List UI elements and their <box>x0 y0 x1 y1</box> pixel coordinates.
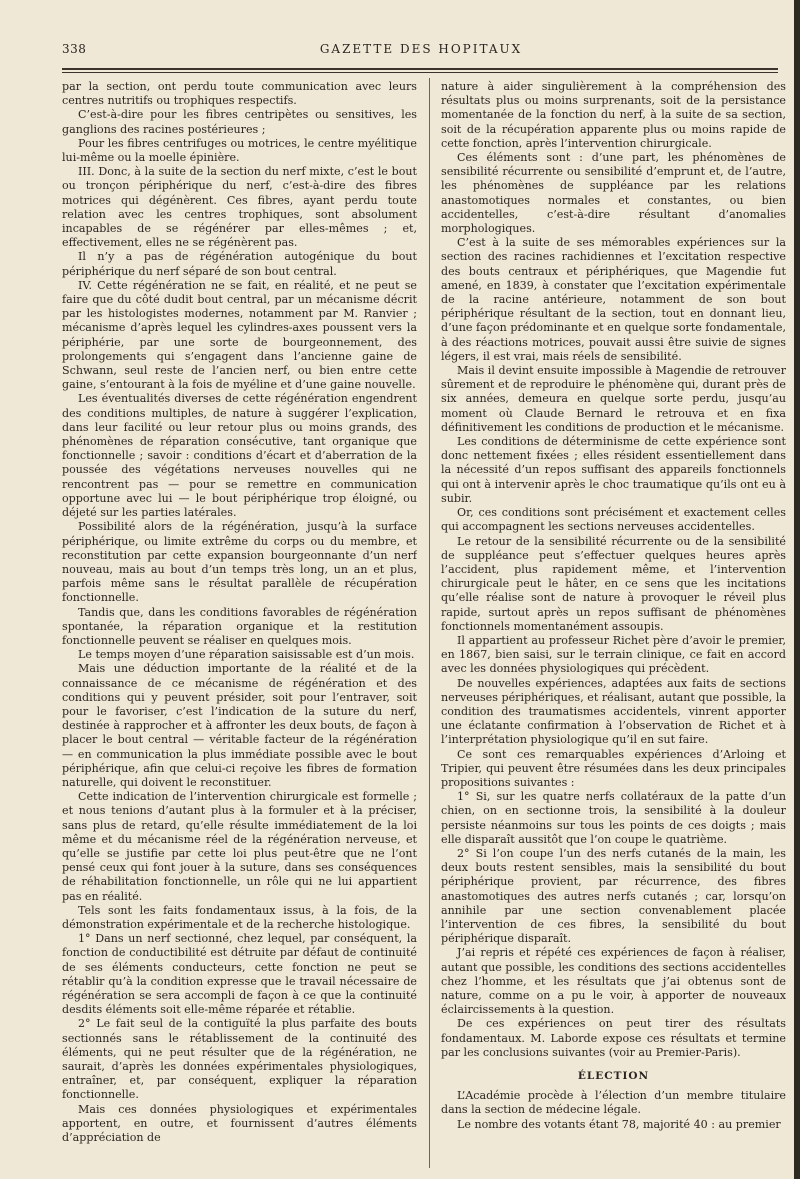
paragraph: Ce sont ces remarquables expériences d’Arloing et Tripier, qui peuvent être résumées dans les deux principales propositions suivantes : <box>441 747 786 789</box>
paragraph: Il n’y a pas de régénération autogénique du bout périphérique du nerf séparé de son bout central. <box>62 250 417 278</box>
paragraph: Tels sont les faits fondamentaux issus, à la fois, de la démonstration expérimentale et de la recherche histologique. <box>62 903 417 931</box>
paragraph: nature à aider singulièrement à la compréhension des résultats plus ou moins surprenants, soit de la persistance momentanée de la fonction du nerf, à la suite de sa section, soit de la récupération apparente plus ou moins rapide de cette fonction, après l’intervention chirurgicale. <box>441 80 786 150</box>
section-heading-election: ÉLECTION <box>577 1070 650 1083</box>
paragraph: Ces éléments sont : d’une part, les phénomènes de sensibilité récurrente ou sensibilité d’emprunt et, de l’autre, les phénomènes de suppléance par les relations anastomotiques normales et constantes, ou bien accidentelles, c’est-à-dire résultant d’anomalies morphologiques. <box>441 151 786 236</box>
page-edge <box>794 0 800 1179</box>
paragraph: Mais ces données physiologiques et expérimentales apportent, en outre, et fournissent d’autres éléments d’appréciation de <box>62 1102 417 1145</box>
paragraph: Le temps moyen d’une réparation saisissable est d’un mois. <box>78 648 415 662</box>
page-header <box>62 40 780 60</box>
paragraph: Pour les fibres centrifuges ou motrices, le centre myélitique lui-même ou la moelle épinière. <box>62 136 417 165</box>
header-rule-thin <box>62 72 778 73</box>
paragraph: Mais une déduction importante de la réalité et de la connaissance de ce mécanisme de régénération et des conditions qui y peuvent présider, soit pour l’entraver, soit pour le favoriser, c’est l’indication de la suture du nerf, destinée à rapprocher et à affronter les deux bouts, de façon à placer le bout central — véritable facteur de la régénération — en communication la plus immédiate possible avec le bout périphérique, afin que celui-ci reçoive les fibres de formation naturelle, qui doivent le reconstituer. <box>62 662 417 789</box>
paragraph: Le retour de la sensibilité récurrente ou de la sensibilité de suppléance peut s’effectuer quelques heures après l’accident, plus rapidement même, et l’intervention chirurgicale peut le hâter, en ce sens que les incitations qu’elle réalise sont de nature à provoquer le réveil plus rapide, surtout après un repos suffisant de phénomènes fonctionnels momentanément assoupis. <box>441 534 786 633</box>
paragraph: De ces expériences on peut tirer des résultats fondamentaux. M. Laborde expose ces résultats et termine par les conclusions suivantes (voir au Premier-Paris). <box>441 1017 786 1059</box>
paragraph: par la section, ont perdu toute communication avec leurs centres nutritifs ou trophiques respectifs. <box>62 80 417 108</box>
paragraph: L’Académie procède à l’élection d’un membre titulaire dans la section de médecine légale. <box>441 1089 786 1117</box>
paragraph: Or, ces conditions sont précisément et exactement celles qui accompagnent les sections nerveuses accidentelles. <box>441 506 786 534</box>
paragraph: De nouvelles expériences, adaptées aux faits de sections nerveuses périphériques, et réalisant, autant que possible, la condition des traumatismes accidentels, vinrent apporter une éclatante confirmation à l’observation de Richet et à l’interprétation physiologique qu’il en sut faire. <box>441 676 786 747</box>
paragraph: Le nombre des votants étant 78, majorité 40 : au premier <box>457 1117 781 1131</box>
paragraph: Tandis que, dans les conditions favorables de régénération spontanée, la réparation organique et la restitution fonctionnelle peuvent se réaliser en quelques mois. <box>62 605 417 647</box>
page-number: 338 <box>62 42 87 56</box>
paragraph: Il appartient au professeur Richet père d’avoir le premier, en 1867, bien saisi, sur le terrain clinique, ce fait en accord avec les données physiologiques qui précèdent. <box>441 633 786 676</box>
paragraph: Cette indication de l’intervention chirurgicale est formelle ; et nous tenions d’autant plus à la formuler et à la préciser, sans plus de retard, qu’elle résulte immédiatement de la loi même et du mécanisme réel de la régénération nerveuse, et qu’elle se justifie par cette loi plus peut-être que ne l’ont pensé ceux qui font jouer à la suture, dans ses conséquences de réhabilitation fonctionnelle, un rôle qui ne lui appartient pas en réalité. <box>62 790 417 903</box>
left-column <box>62 80 417 1165</box>
paragraph: 2° Si l’on coupe l’un des nerfs cutanés de la main, les deux bouts restent sensibles, mais la sensibilité du bout périphérique provient, par récurrence, des fibres anastomotiques des autres nerfs cutanés ; car, lorsqu’on annihile par une section convenablement placée l’intervention de ces fibres, la sensibilité du bout périphérique disparaît. <box>441 846 786 946</box>
right-column <box>441 80 786 1165</box>
paragraph: C’est à la suite de ses mémorables expériences sur la section des racines rachidiennes et l’excitation respective des bouts centraux et périphériques, que Magendie fut amené, en 1839, à constater que l’excitation expérimentale de la racine antérieure, notamment de son bout périphérique résultant de la section, tout en donnant lieu, d’une façon prédominante et en quelque sorte fondamentale, à des réactions motrices, pouvait aussi être suivie de signes légers, il est vrai, mais réels de sensibilité. <box>441 236 786 363</box>
paragraph: J’ai repris et répété ces expériences de façon à réaliser, autant que possible, les conditions des sections accidentelles chez l’homme, et les résultats que j’ai obtenus sont de nature, comme on a pu le voir, à apporter de nouveaux éclaircissements à la question. <box>441 946 786 1017</box>
paragraph: C’est-à-dire pour les fibres centripètes ou sensitives, les ganglions des racines postérieures ; <box>62 108 417 136</box>
paragraph: Les conditions de déterminisme de cette expérience sont donc nettement fixées ; elles résident essentiellement dans la nécessité d’un repos suffisant des appareils fonctionnels qui ont à intervenir après le choc traumatique qu’ils ont eu à subir. <box>441 435 786 505</box>
header-rule-thick <box>62 68 778 70</box>
paragraph: Les éventualités diverses de cette régénération engendrent des conditions multiples, de nature à suggérer l’explication, dans leur facilité ou leur retour plus ou moins grands, des phénomènes de réparation consécutive, tant organique que fonctionnelle ; savoir : conditions d’écart et d’aberration de la poussée des végétations nerveuses nouvelles qui ne rencontrent pas — pour se remettre en communication opportune avec lui — le bout périphérique trop éloigné, ou déjeté sur les parties latérales. <box>62 392 417 520</box>
paragraph: 2° Le fait seul de la contiguïté la plus parfaite des bouts sectionnés sans le rétablissement de la continuité des éléments, qui ne peut résulter que de la régénération, ne saurait, d’après les données expérimentales physiologiques, entraîner, et, par conséquent, expliquer la réparation fonctionnelle. <box>62 1017 417 1102</box>
paragraph: III. Donc, à la suite de la section du nerf mixte, c’est le bout ou tronçon périphérique du nerf, c’est-à-dire des fibres motrices qui dégénèrent. Ces fibres, ayant perdu toute relation avec les centres trophiques, sont absolument incapables de se régénérer par elles-mêmes ; et, effectivement, elles ne se régénèrent pas. <box>62 165 417 250</box>
paragraph: Mais il devint ensuite impossible à Magendie de retrouver sûrement et de reproduire le phénomène qui, durant près de six années, demeura en quelque sorte perdu, jusqu’au moment où Claude Bernard le retrouva et en fixa définitivement les conditions de production et le mécanisme. <box>441 364 786 434</box>
paragraph: 1° Dans un nerf sectionné, chez lequel, par conséquent, la fonction de conductibilité est détruite par défaut de continuité de ses éléments conducteurs, cette fonction ne peut se rétablir qu’à la condition expresse que le travail nécessaire de régénération se sera accompli de façon à ce que la continuité desdits éléments soit elle-même réparée et rétablie. <box>62 932 417 1017</box>
paragraph: Possibilité alors de la régénération, jusqu’à la surface périphérique, ou limite extrême du corps ou du membre, et reconstitution par cette expansion bourgeonnante d’un nerf nouveau, mais au bout d’un temps très long, un an et plus, parfois même sans le résultat parallèle de récupération fonctionnelle. <box>62 520 417 605</box>
paragraph: 1° Si, sur les quatre nerfs collatéraux de la patte d’un chien, on en sectionne trois, la sensibilité à la douleur persiste néanmoins sur tous les points de ces doigts ; mais elle disparaît aussitôt que l’on coupe le quatrième. <box>441 790 786 846</box>
journal-title: GAZETTE DES HOPITAUX <box>319 42 523 56</box>
column-divider <box>429 78 430 1168</box>
paragraph: IV. Cette régénération ne se fait, en réalité, et ne peut se faire que du côté dudit bout central, par un mécanisme décrit par les histologistes modernes, notamment par M. Ranvier ; mécanisme d’après lequel les cylindres-axes poussent vers la périphérie, par une sorte de bourgeonnement, des prolongements qui s’engagent dans l’ancienne gaine de Schwann, seul reste de l’ancien nerf, ou bien entre cette gaine, s’entourant à la fois de myéline et d’une gaine nouvelle. <box>62 278 417 392</box>
